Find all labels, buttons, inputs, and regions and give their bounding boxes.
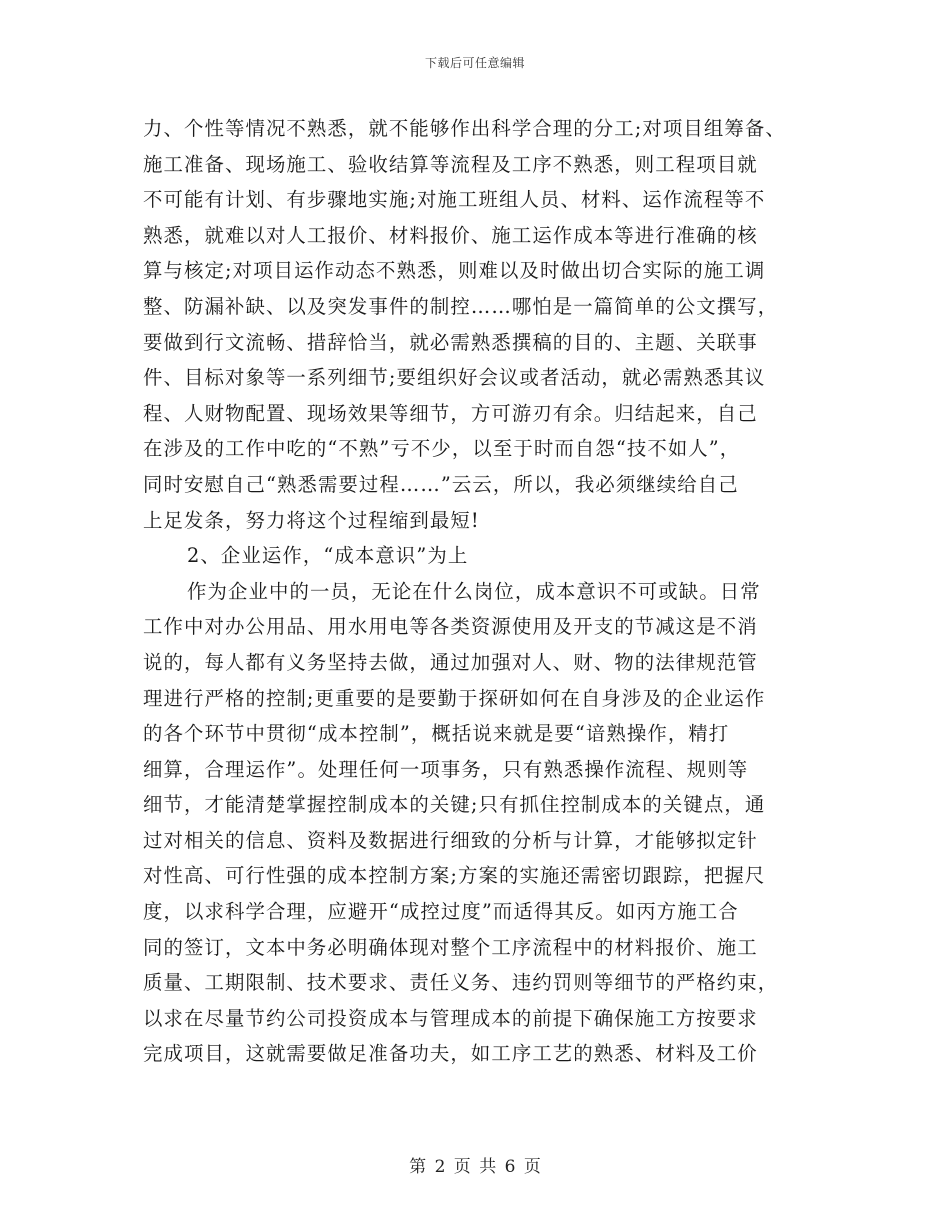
text-line: 熟悉，就难以对人工报价、材料报价、施工运作成本等进行准确的核: [143, 223, 758, 247]
paragraph-1: [143, 111, 823, 538]
page-footer: 第 2 页 共 6 页: [409, 1157, 541, 1177]
text-line: 细算，合理运作”。处理任何一项事务，只有熟悉操作流程、规则等: [143, 757, 749, 781]
text-line: 算与核定;对项目运作动态不熟悉，则难以及时做出切合实际的施工调: [143, 259, 766, 283]
text-line: 件、目标对象等一系列细节;要组织好会议或者活动，就必需熟悉其议: [143, 366, 766, 390]
text-line: 工作中对办公用品、用水用电等各类资源使用及开支的节减这是不消: [143, 615, 758, 639]
text-line: 度，以求科学合理，应避开“成控过度”而适得其反。如丙方施工合: [143, 900, 739, 924]
text-line: 完成项目，这就需要做足准备功夫，如工序工艺的熟悉、材料及工价: [143, 1042, 758, 1066]
section-heading: 2、企业运作，“成本意识”为上: [187, 544, 469, 568]
text-line: 不可能有计划、有步骤地实施;对施工班组人员、材料、运作流程等不: [143, 188, 766, 212]
text-line: 力、个性等情况不熟悉，就不能够作出科学合理的分工;对项目组筹备、: [143, 117, 786, 140]
text-line: 施工准备、现场施工、验收结算等流程及工序不熟悉，则工程项目就: [143, 152, 758, 176]
text-line: 以求在尽量节约公司投资成本与管理成本的前提下确保施工方按要求: [143, 1006, 758, 1030]
text-line: 要做到行文流畅、措辞恰当，就必需熟悉撰稿的目的、主题、关联事: [143, 330, 758, 354]
text-line: 在涉及的工作中吃的“不熟”亏不少，以至于时而自怨“技不如人”，: [143, 437, 741, 461]
paragraph-2: [143, 574, 823, 1072]
text-line: 整、防漏补缺、以及突发事件的制控……哪怕是一篇简单的公文撰写，: [143, 294, 779, 318]
text-line: 质量、工期限制、技术要求、责任义务、违约罚则等细节的严格约束，: [143, 971, 779, 995]
text-line: 理进行严格的控制;更重要的是要勤于探研如何在自身涉及的企业运作: [143, 686, 766, 710]
text-line: 同时安慰自己“熟悉需要过程……”云云，所以，我必须继续给自己: [143, 472, 739, 496]
text-line: 上足发条，努力将这个过程缩到最短!: [143, 508, 480, 532]
text-line: 过对相关的信息、资料及数据进行细致的分析与计算，才能够拟定针: [143, 828, 758, 852]
text-line: 程、人财物配置、现场效果等细节，方可游刃有余。归结起来，自己: [143, 401, 758, 425]
text-line: 对性高、可行性强的成本控制方案;方案的实施还需密切跟踪，把握尺: [143, 864, 766, 888]
text-line: 同的签订，文本中务必明确体现对整个工序流程中的材料报价、施工: [143, 935, 758, 959]
text-line: 说的，每人都有义务坚持去做，通过加强对人、财、物的法律规范管: [143, 650, 758, 674]
text-line: 作为企业中的一员，无论在什么岗位，成本意识不可或缺。日常: [187, 579, 761, 603]
text-line: 细节，才能清楚掌握控制成本的关键;只有抓住控制成本的关键点，通: [143, 793, 766, 817]
page-header: 下载后可任意编辑: [424, 56, 525, 70]
document-body: [143, 111, 823, 1072]
text-line: 的各个环节中贯彻“成本控制”，概括说来就是要“谙熟操作，精打: [143, 722, 730, 746]
